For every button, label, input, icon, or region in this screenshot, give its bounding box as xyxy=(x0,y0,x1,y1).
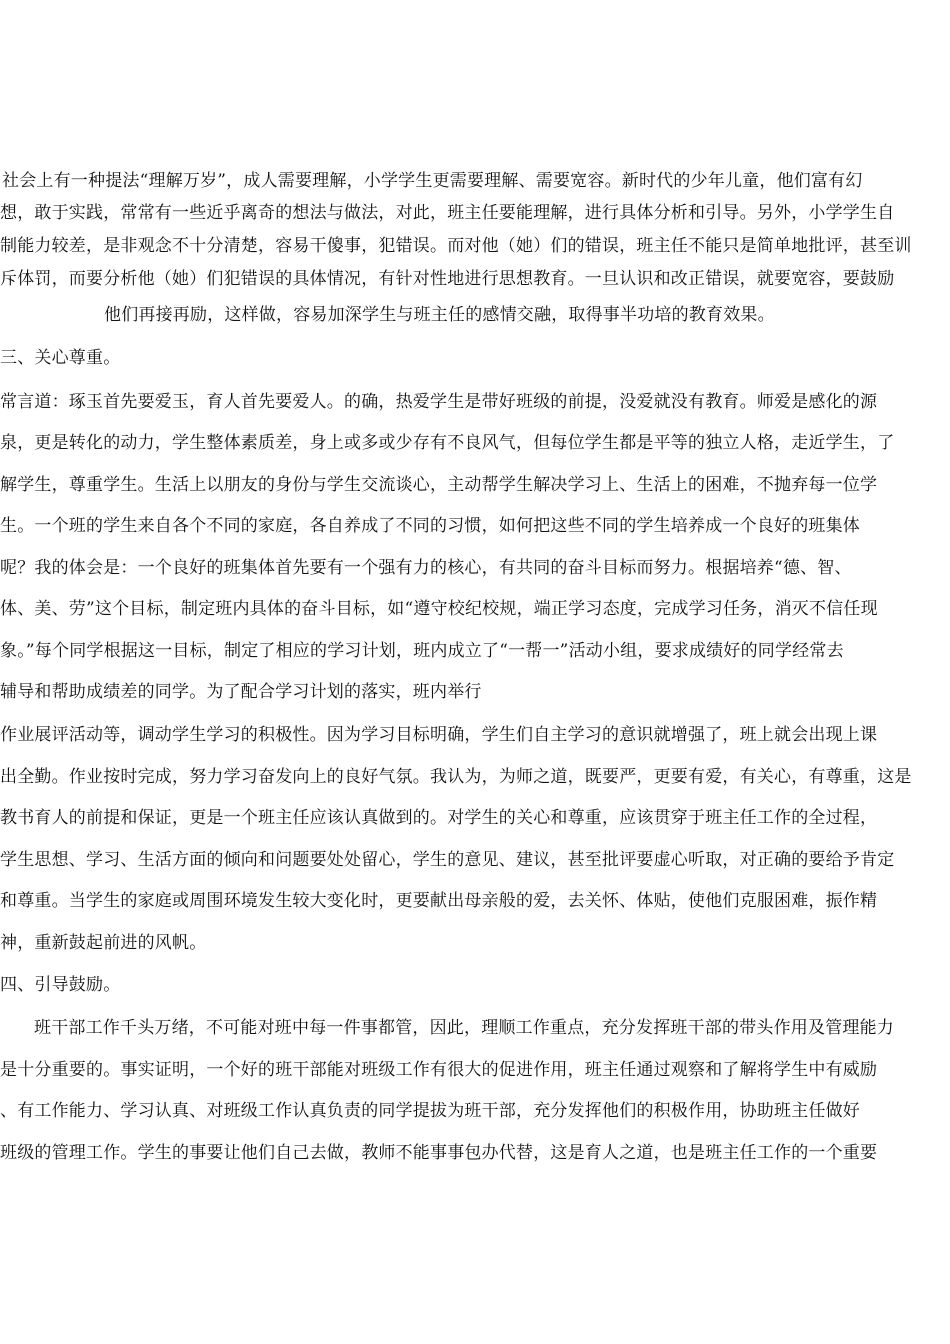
text-line: 常言道：琢玉首先要爱玉，育人首先要爱人。的确，热爱学生是带好班级的前提，没爱就没有教育。师爱是感化的源 xyxy=(0,392,878,412)
text-line: 呢？我的体会是：一个良好的班集体首先要有一个强有力的核心，有共同的奋斗目标而努力。根据培养“德、智、 xyxy=(0,558,852,578)
text-line: 解学生，尊重学生。生活上以朋友的身份与学生交流谈心，主动帮学生解决学习上、生活上的困难，不抛弃每一位学 xyxy=(0,475,878,495)
text-line: 斥体罚，而要分析他（她）们犯错误的具体情况，有针对性地进行思想教育。一旦认识和改正错误，就要宽容，要鼓励 xyxy=(0,269,895,289)
text-line: 社会上有一种提法“理解万岁”，成人需要理解，小学学生更需要理解、需要宽容。新时代的少年儿童，他们富有幻 xyxy=(2,171,863,191)
section-heading: 四、引导鼓励。 xyxy=(0,975,121,995)
text-line: 象。”每个同学根据这一目标，制定了相应的学习计划，班内成立了“一帮一”活动小组，要求成绩好的同学经常去 xyxy=(0,641,844,661)
text-line: 和尊重。当学生的家庭或周围环境发生较大变化时，更要献出母亲般的爱，去关怀、体贴，使他们克服困难，振作精 xyxy=(0,891,878,911)
text-line: 泉，更是转化的动力，学生整体素质差，身上或多或少存有不良风气，但每位学生都是平等的独立人格，走近学生，了 xyxy=(0,433,895,453)
text-line: 神，重新鼓起前进的风帆。 xyxy=(0,933,207,953)
text-line: 、有工作能力、学习认真、对班级工作认真负责的同学提拔为班干部，充分发挥他们的积极作用，协助班主任做好 xyxy=(0,1101,860,1121)
text-line: 是十分重要的。事实证明，一个好的班干部能对班级工作有很大的促进作用，班主任通过观察和了解将学生中有威励 xyxy=(0,1060,878,1080)
text-line: 辅导和帮助成绩差的同学。为了配合学习计划的落实，班内举行 xyxy=(0,682,482,702)
text-line: 出全勤。作业按时完成，努力学习奋发向上的良好气氛。我认为，为师之道，既要严，更要有爱，有关心，有尊重，这是 xyxy=(0,767,912,787)
text-line: 他们再接再励，这样做，容易加深学生与班主任的感情交融，取得事半功培的教育效果。 xyxy=(104,305,775,325)
text-line: 学生思想、学习、生活方面的倾向和问题要处处留心，学生的意见、建议，甚至批评要虚心听取，对正确的要给予肯定 xyxy=(0,850,895,870)
text-line: 制能力较差，是非观念不十分清楚，容易干傻事，犯错误。而对他（她）们的错误，班主任不能只是简单地批评，甚至训 xyxy=(0,236,912,256)
text-line: 班级的管理工作。学生的事要让他们自己去做，教师不能事事包办代替，这是育人之道，也是班主任工作的一个重要 xyxy=(0,1143,878,1163)
text-line: 班干部工作千头万绪，不可能对班中每一件事都管，因此，理顺工作重点，充分发挥班干部的带头作用及管理能力 xyxy=(34,1018,894,1038)
text-line: 作业展评活动等，调动学生学习的积极性。因为学习目标明确，学生们自主学习的意识就增强了，班上就会出现上课 xyxy=(0,725,878,745)
text-line: 想，敢于实践，常常有一些近乎离奇的想法与做法，对此，班主任要能理解，进行具体分析和引导。另外，小学学生自 xyxy=(0,203,895,223)
section-heading: 三、关心尊重。 xyxy=(0,348,121,368)
text-line: 生。一个班的学生来自各个不同的家庭，各自养成了不同的习惯，如何把这些不同的学生培养成一个良好的班集体 xyxy=(0,516,860,536)
text-line: 体、美、劳”这个目标，制定班内具体的奋斗目标，如“遵守校纪校规，端正学习态度，完成学习任务，消灭不信任现 xyxy=(0,599,878,619)
text-line: 教书育人的前提和保证，更是一个班主任应该认真做到的。对学生的关心和尊重，应该贯穿于班主任工作的全过程， xyxy=(0,808,878,828)
